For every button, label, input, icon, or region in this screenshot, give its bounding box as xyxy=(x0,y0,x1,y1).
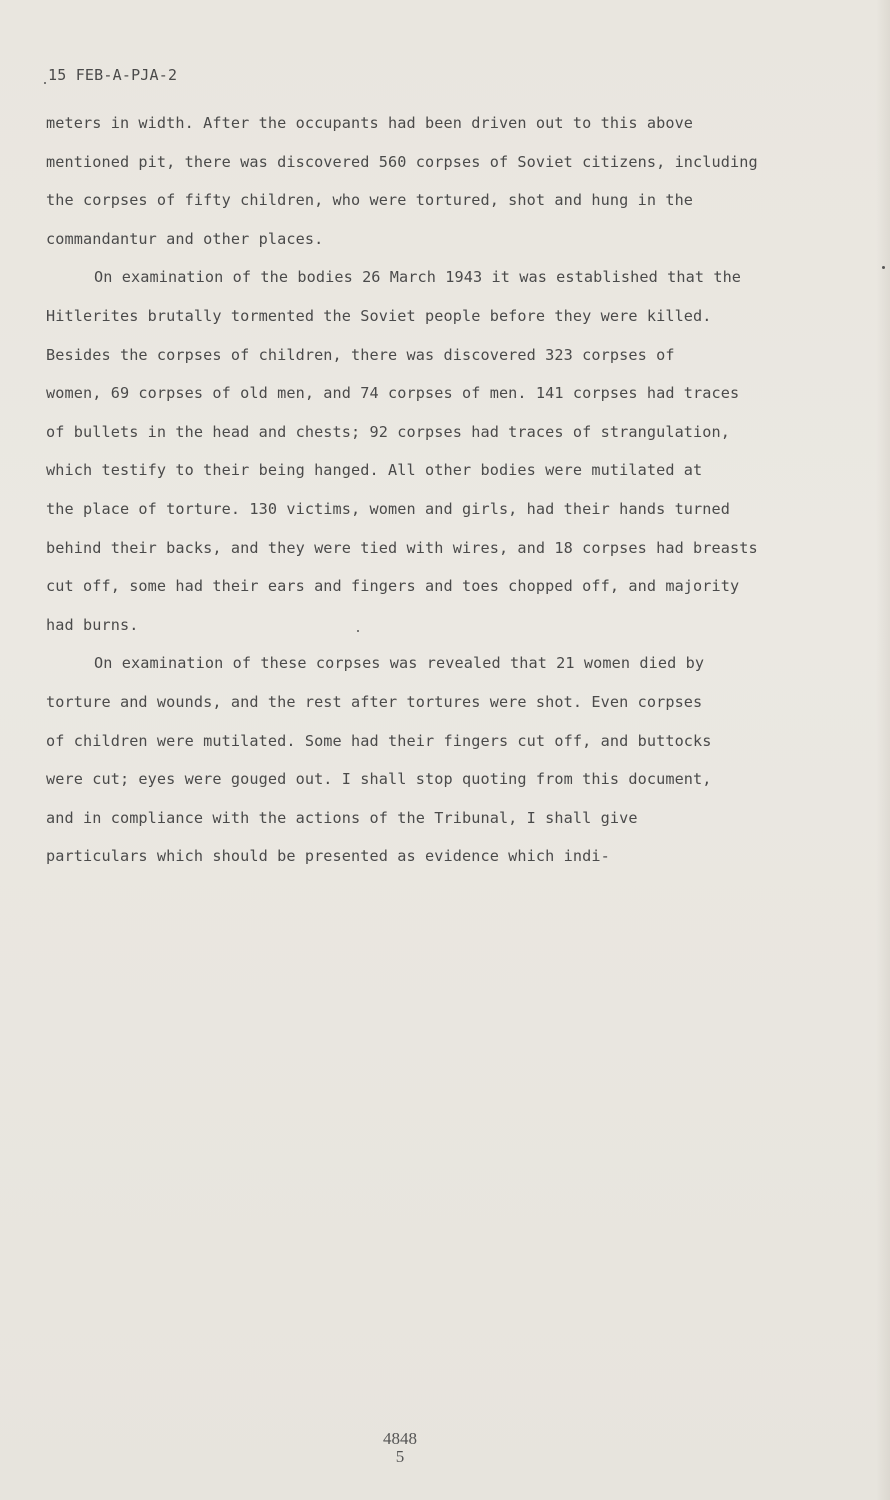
text-line: of children were mutilated. Some had their fingers cut off, and buttocks xyxy=(46,731,712,750)
page-sub-number: 5 xyxy=(395,1447,405,1466)
text-line: mentioned pit, there was discovered 560 corpses of Soviet citizens, including xyxy=(46,152,758,171)
document-header: 15 FEB-A-PJA-2 xyxy=(48,66,178,84)
paper-speck xyxy=(44,82,46,84)
text-line: behind their backs, and they were tied with wires, and 18 corpses had breasts xyxy=(46,538,758,557)
page-number xyxy=(370,1430,430,1466)
text-line: Besides the corpses of children, there was discovered 323 corpses of xyxy=(46,345,675,364)
document-body xyxy=(46,104,816,876)
text-line: women, 69 corpses of old men, and 74 corpses of men. 141 corpses had traces xyxy=(46,384,740,403)
text-line: On examination of these corpses was revealed that 21 women died by xyxy=(94,654,705,673)
paper-speck xyxy=(882,266,885,269)
text-line: the corpses of fifty children, who were tortured, shot and hung in the xyxy=(46,191,694,210)
text-line: particulars which should be presented as evidence which indi- xyxy=(46,847,610,866)
paragraph-1 xyxy=(46,104,816,258)
paper-speck xyxy=(357,630,359,632)
text-line: of bullets in the head and chests; 92 corpses had traces of strangulation, xyxy=(46,422,731,441)
text-line: cut off, some had their ears and fingers and toes chopped off, and majority xyxy=(46,577,740,596)
text-line: torture and wounds, and the rest after tortures were shot. Even corpses xyxy=(46,692,703,711)
text-line: On examination of the bodies 26 March 1943 it was established that the xyxy=(94,268,742,287)
text-line: commandantur and other places. xyxy=(46,229,324,248)
paragraph-3 xyxy=(46,644,816,876)
text-line: were cut; eyes were gouged out. I shall stop quoting from this document, xyxy=(46,770,712,789)
text-line: which testify to their being hanged. All other bodies were mutilated at xyxy=(46,461,703,480)
paragraph-2 xyxy=(46,258,816,644)
page-number-main: 4848 xyxy=(383,1429,417,1448)
text-line: the place of torture. 130 victims, women and girls, had their hands turned xyxy=(46,499,731,518)
text-line: and in compliance with the actions of the Tribunal, I shall give xyxy=(46,808,638,827)
text-line: meters in width. After the occupants had been driven out to this above xyxy=(46,114,694,132)
text-line: Hitlerites brutally tormented the Soviet people before they were killed. xyxy=(46,306,712,325)
text-line: had burns. xyxy=(46,615,139,634)
